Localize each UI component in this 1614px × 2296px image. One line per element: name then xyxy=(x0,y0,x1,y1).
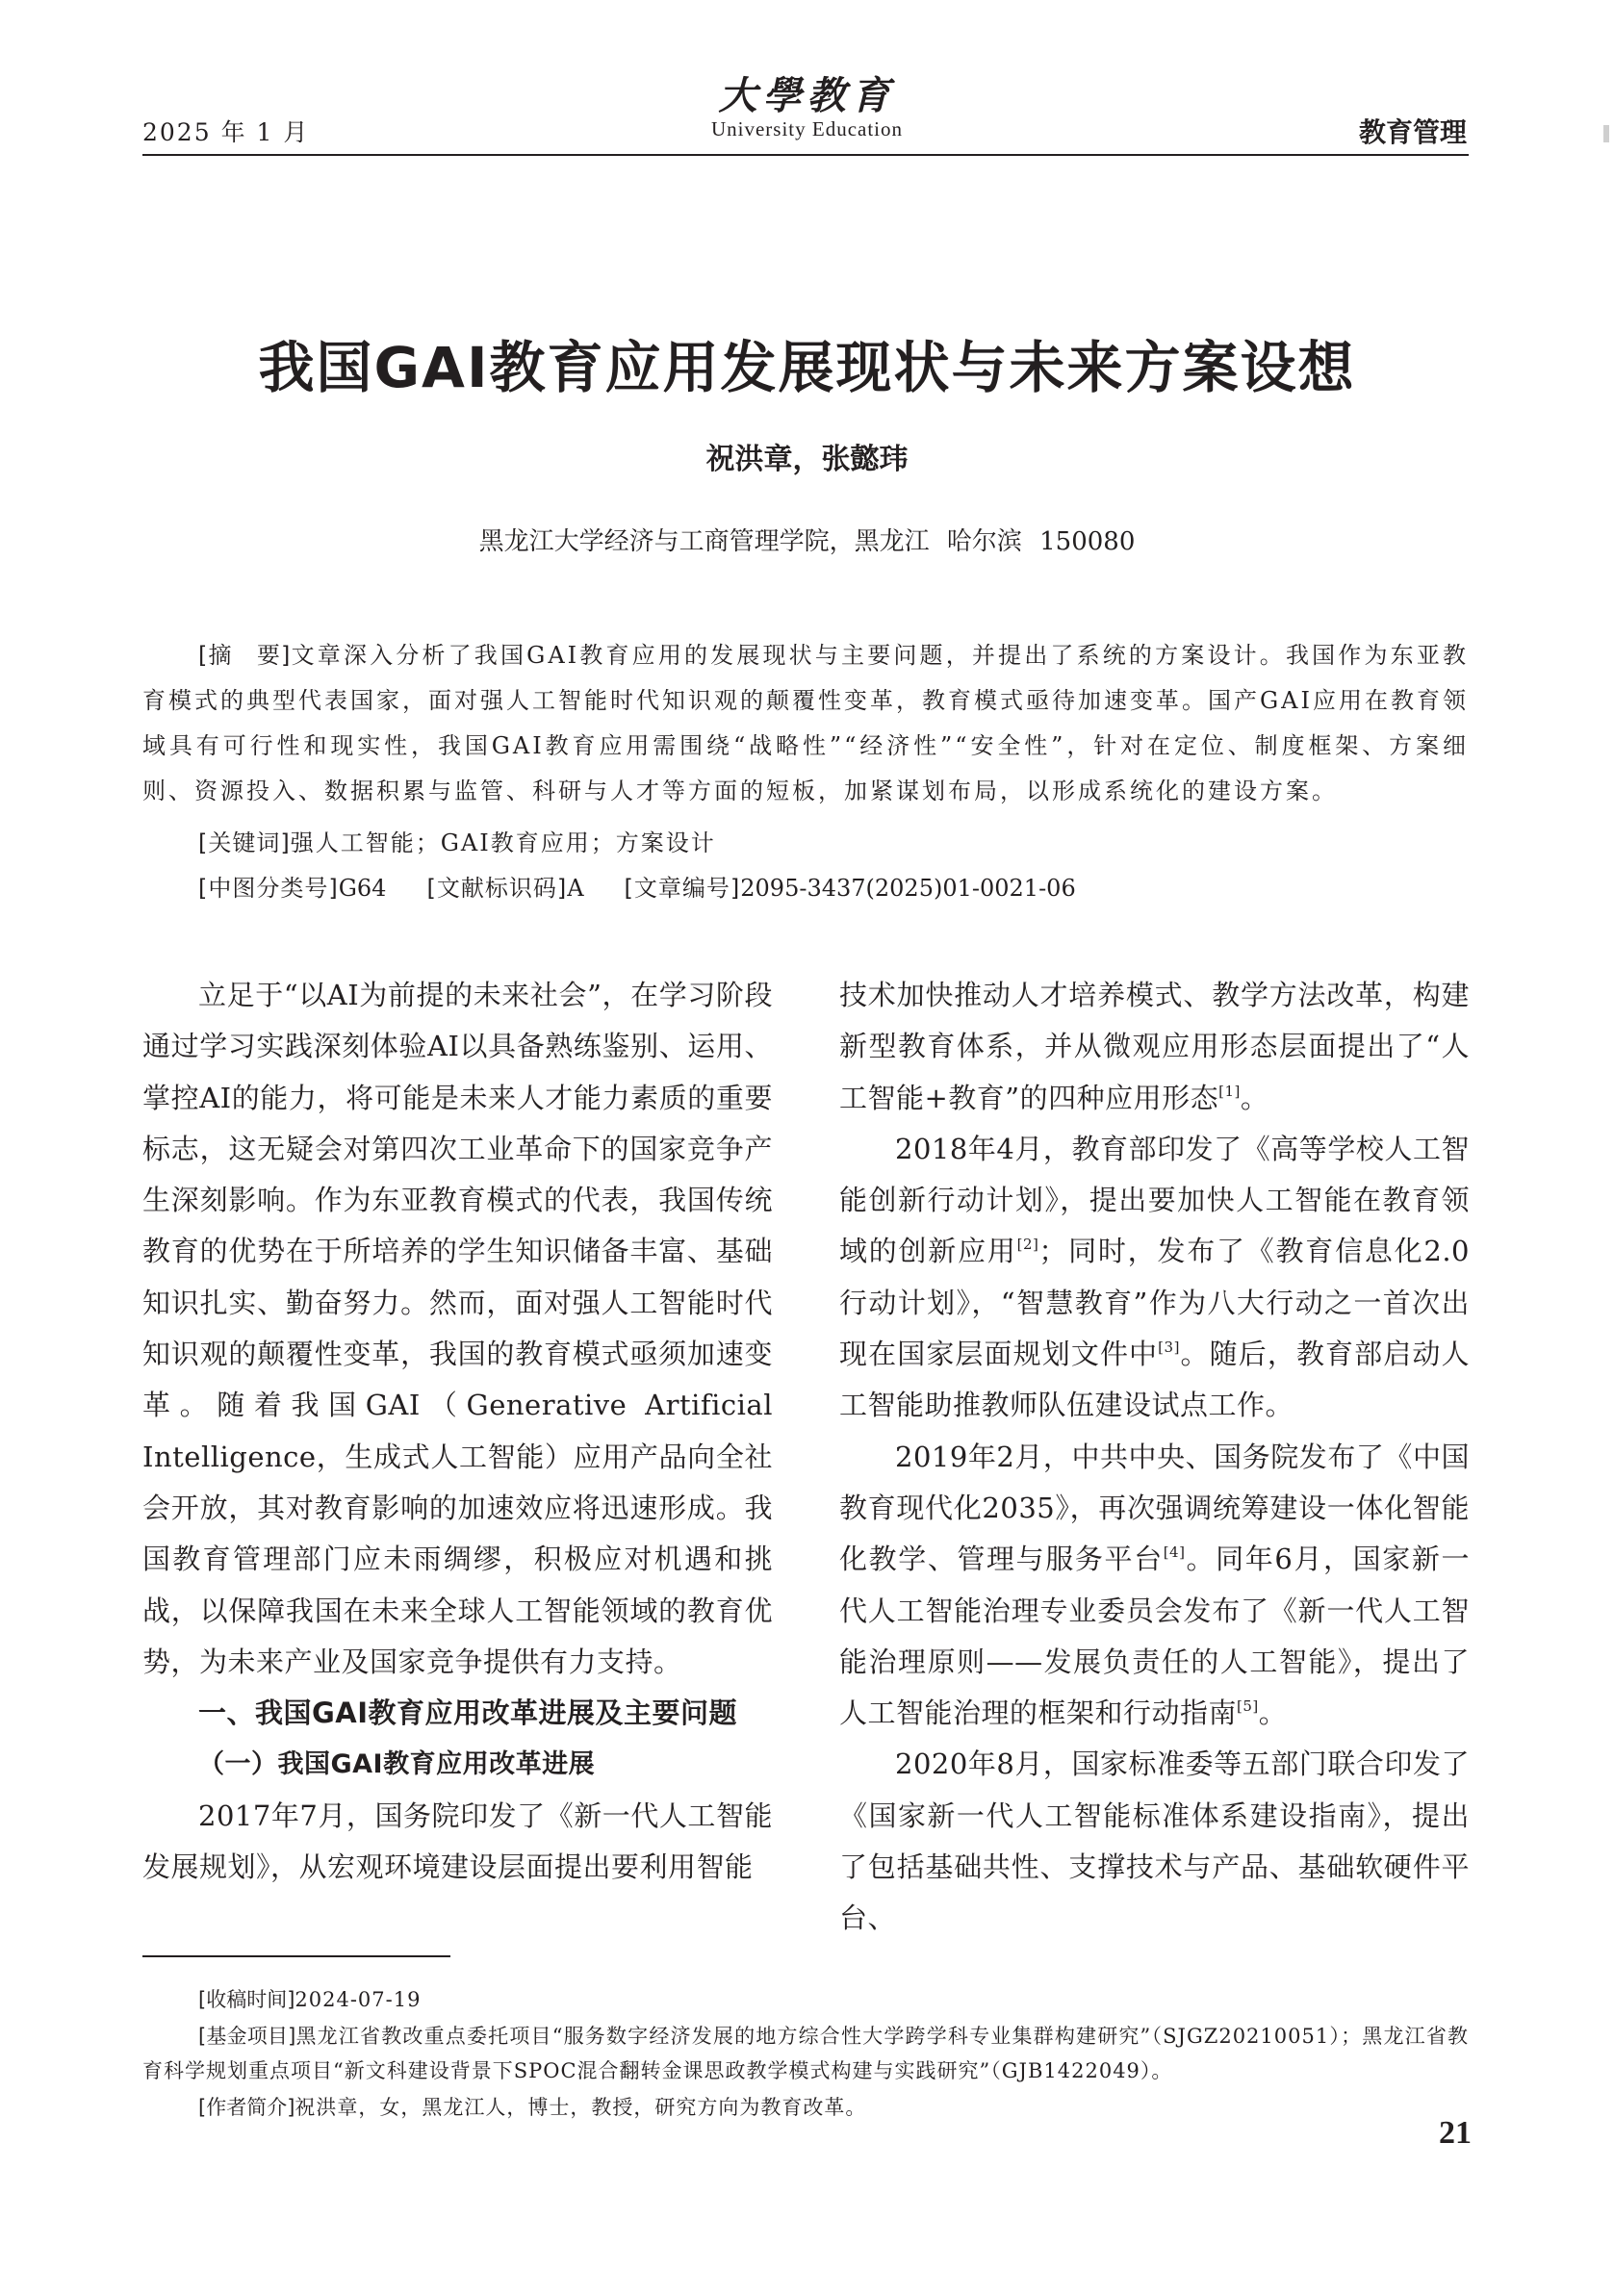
abstract-label: [摘 要] xyxy=(198,642,292,669)
citation-ref: [4] xyxy=(1163,1543,1186,1562)
section-heading: 一、我国GAI教育应用改革进展及主要问题 xyxy=(198,1696,738,1730)
classification-line xyxy=(198,869,1076,907)
paragraph-text: 2019年2月，中共中央、国务院发布了《中国教育现代化2035》，再次强调统筹建设一体化智能化教学、管理与服务平台 xyxy=(839,1440,1470,1576)
column-name: 教育管理 xyxy=(1359,116,1468,148)
paragraph-text: 。同年6月，国家新一代人工智能治理专业委员会发布了《新一代人工智能治理原则——发展负责任的人工智能》，提出了人工智能治理的框架和行动指南 xyxy=(839,1543,1470,1730)
citation-ref: [1] xyxy=(1218,1082,1241,1100)
footnote-text: 2024-07-19 xyxy=(295,1988,422,2011)
article-no-label: [文章编号] xyxy=(624,875,741,902)
paragraph-text: 。 xyxy=(1240,1081,1269,1114)
page-number: 21 xyxy=(1439,2115,1472,2151)
body-column-left xyxy=(142,970,773,1893)
paragraph-text: ；同时，发布了《教育信息化2.0行动计划》，“智慧教育”作为八大行动之一首次出现在国家层面规划文件中 xyxy=(839,1235,1470,1371)
subsection-heading: （一）我国GAI教育应用改革进展 xyxy=(198,1749,596,1780)
body-paragraph: 2020年8月，国家标准委等五部门联合印发了《国家新一代人工智能标准体系建设指南》，提出了包括基础共性、支撑技术与产品、基础软硬件平台、 xyxy=(839,1748,1470,1935)
clc-label: [中图分类号] xyxy=(198,875,339,902)
footnote-fund xyxy=(142,2019,1469,2088)
footnote-text: 祝洪章，女，黑龙江人，博士，教授，研究方向为教育改革。 xyxy=(295,2096,867,2119)
footnote-label: [收稿时间] xyxy=(198,1988,295,2011)
article-no-value: 2095-3437(2025)01-0021-06 xyxy=(740,875,1076,902)
abstract xyxy=(142,633,1469,814)
journal-logo: 大學教育 xyxy=(718,73,896,118)
footnote-label: [基金项目] xyxy=(198,2025,296,2048)
doc-code-label: [文献标识码] xyxy=(426,875,568,902)
header-rule xyxy=(142,154,1469,156)
author-affiliation: 黑龙江大学经济与工商管理学院，黑龙江 哈尔滨 150080 xyxy=(478,527,1136,556)
doc-code-value: A xyxy=(567,875,584,902)
article-authors: 祝洪章，张懿玮 xyxy=(705,443,909,476)
body-paragraph: 立足于“以AI为前提的未来社会”，在学习阶段通过学习实践深刻体验AI以具备熟练鉴别、运用、掌控AI的能力，将可能是未来人才能力素质的重要标志，这无疑会对第四次工业革命下的国家竞争产生深刻影响。作为东亚教育模式的代表，我国传统教育的优势在于所培养的学生知识储备丰富、基础知识扎实、勤奋努力。然而，面对强人工智能时代知识观的颠覆性变革，我国的教育模式亟须加速变革。随着我国GAI（Generative Artificial Intelligence，生成式人工智能）应用产品向全社会开放，其对教育影响的加速效应将迅速形成。我国教育管理部门应未雨绸缪，积极应对机遇和挑战，以保障我国在未来全球人工智能领域的教育优势，为未来产业及国家竞争提供有力支持。 xyxy=(142,979,773,1678)
body-paragraph xyxy=(839,1432,1470,1740)
citation-ref: [5] xyxy=(1237,1697,1259,1716)
body-column-right xyxy=(839,970,1470,1945)
article-title: 我国GAI教育应用发展现状与未来方案设想 xyxy=(258,335,1356,400)
body-paragraph xyxy=(839,1124,1470,1432)
keywords-label: [关键词] xyxy=(198,829,291,856)
citation-ref: [2] xyxy=(1016,1236,1039,1254)
footnotes xyxy=(142,1982,1469,2127)
footnote-label: [作者简介] xyxy=(198,2096,295,2119)
footnote-received xyxy=(142,1982,1469,2017)
citation-ref: [3] xyxy=(1158,1339,1180,1357)
journal-english-name: University Education xyxy=(710,117,904,140)
keywords-text: 强人工智能；GAI教育应用；方案设计 xyxy=(290,829,716,856)
footnote-text: 黑龙江省教改重点委托项目“服务数字经济发展的地方综合性大学跨学科专业集群构建研究”（SJGZ20210051）；黑龙江省教育科学规划重点项目“新文科建设背景下SPOC混合翻转金课思政教学模式构建与实践研究”（GJB1422049）。 xyxy=(142,2025,1469,2082)
clc-value: G64 xyxy=(338,875,387,902)
paragraph-text: 。 xyxy=(1258,1696,1288,1730)
paragraph-text: 。随后，教育部启动人工智能助推教师队伍建设试点工作。 xyxy=(839,1338,1470,1422)
body-paragraph xyxy=(839,970,1470,1124)
footnote-author xyxy=(142,2090,1469,2125)
keywords xyxy=(198,824,716,862)
body-paragraph: 2017年7月，国务院印发了《新一代人工智能发展规划》，从宏观环境建设层面提出要利用智能 xyxy=(142,1799,773,1884)
paragraph-text: 技术加快推动人才培养模式、教学方法改革，构建新型教育体系，并从微观应用形态层面提出了“人工智能+教育”的四种应用形态 xyxy=(839,979,1470,1114)
footnote-rule xyxy=(142,1955,450,1957)
paragraph-text: 2018年4月，教育部印发了《高等学校人工智能创新行动计划》，提出要加快人工智能在教育领域的创新应用 xyxy=(839,1132,1470,1268)
issue-date: 2025 年 1 月 xyxy=(142,118,310,146)
page-edge-mark xyxy=(1603,125,1609,142)
abstract-text: 文章深入分析了我国GAI教育应用的发展现状与主要问题，并提出了系统的方案设计。我国作为东亚教育模式的典型代表国家，面对强人工智能时代知识观的颠覆性变革，教育模式亟待加速变革。国产GAI应用在教育领域具有可行性和现实性，我国GAI教育应用需围绕“战略性”“经济性”“安全性”，针对在定位、制度框架、方案细则、资源投入、数据积累与监管、科研与人才等方面的短板，加紧谋划布局，以形成系统化的建设方案。 xyxy=(142,642,1469,804)
